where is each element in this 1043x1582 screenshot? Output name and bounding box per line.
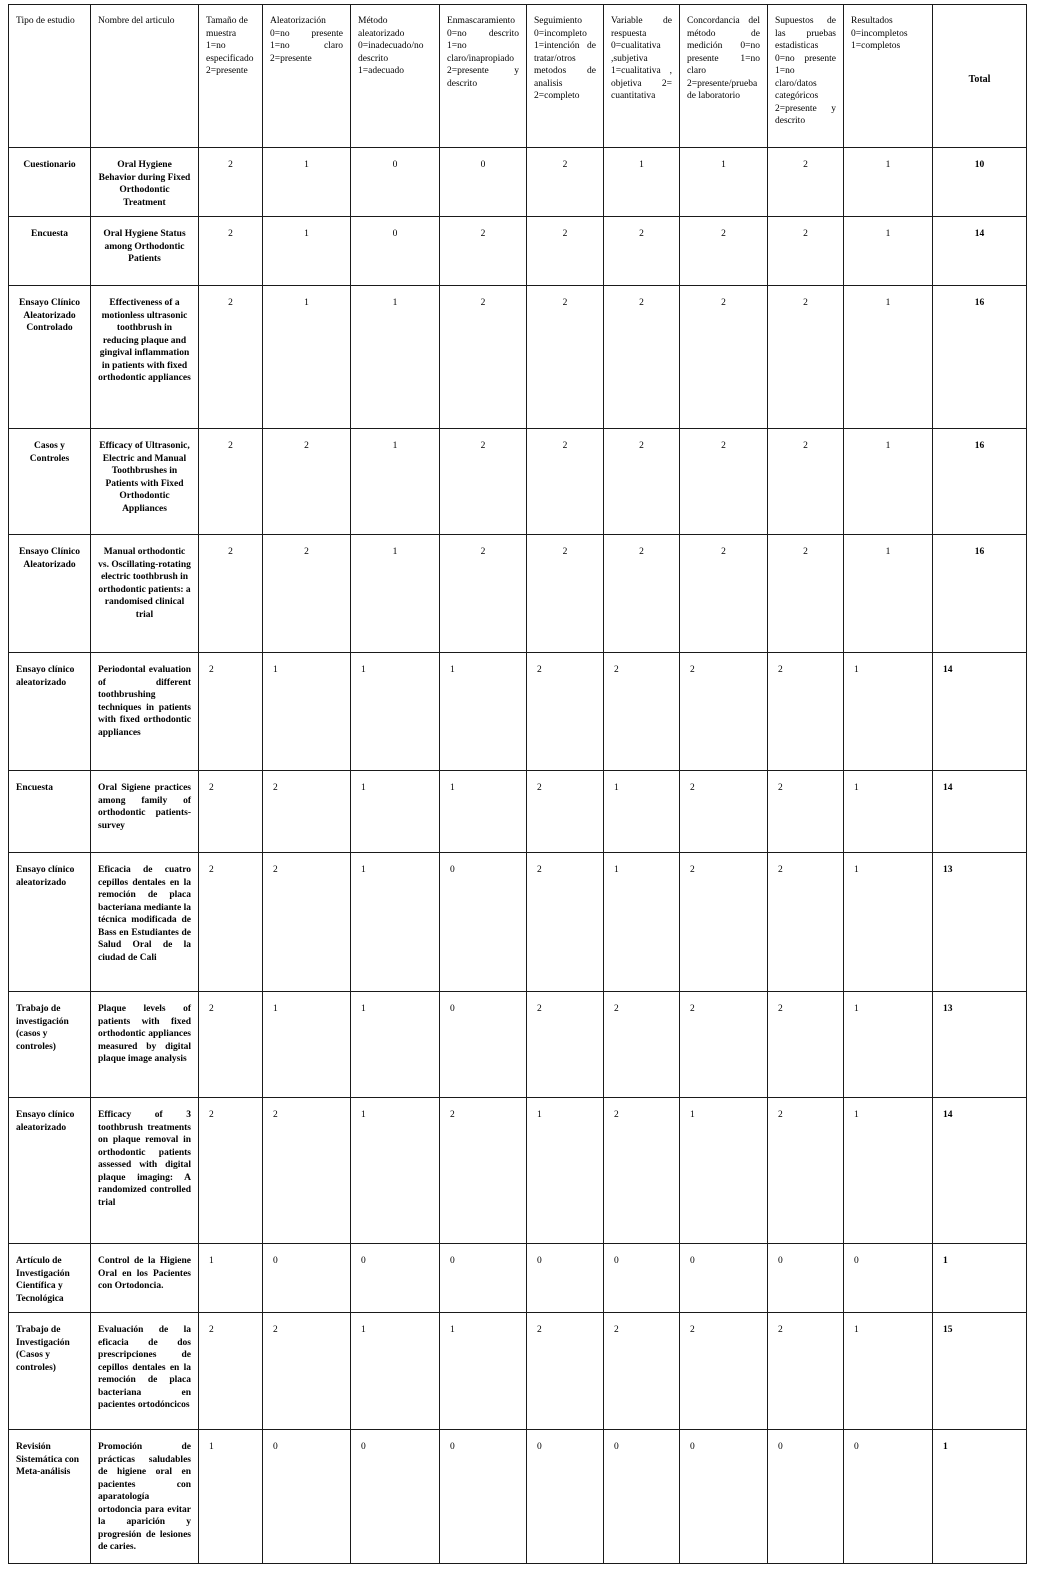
cell-score: 1: [351, 771, 440, 853]
cell-score: 1: [263, 653, 351, 771]
cell-total: 14: [933, 217, 1027, 286]
cell-tipo-estudio: Encuesta: [9, 217, 91, 286]
cell-tipo-estudio: Ensayo clínico aleatorizado: [9, 653, 91, 771]
cell-score: 2: [199, 148, 263, 217]
cell-score: 0: [440, 853, 527, 992]
cell-score: 2: [199, 1313, 263, 1430]
header-tipo-estudio: Tipo de estudio: [9, 5, 91, 148]
cell-score: 1: [440, 1313, 527, 1430]
cell-score: 1: [351, 429, 440, 535]
header-metodo-aleatorizado: Método aleatorizado 0=inadecuado/no descrito 1=adecuado: [351, 5, 440, 148]
cell-score: 2: [768, 535, 844, 653]
cell-tipo-estudio: Ensayo clínico aleatorizado: [9, 853, 91, 992]
table-row: [9, 853, 1027, 992]
cell-score: 0: [604, 1244, 680, 1313]
header-variable-respuesta: Variable de respuesta 0=cualitativa ,subjetiva 1=cualitativa , objetiva 2= cuantitativa: [604, 5, 680, 148]
cell-tipo-estudio: Ensayo Clínico Aleatorizado: [9, 535, 91, 653]
cell-score: 1: [844, 992, 933, 1098]
cell-total: 16: [933, 429, 1027, 535]
cell-nombre-articulo: Promoción de prácticas saludables de higiene oral en pacientes con aparatología ortodoncia para evitar la aparición y progresión de lesiones de caries.: [91, 1430, 199, 1564]
cell-nombre-articulo: Periodontal evaluation of different toothbrushing techniques in patients with fixed orthodontic appliances: [91, 653, 199, 771]
cell-score: 1: [844, 429, 933, 535]
cell-score: 2: [527, 148, 604, 217]
cell-score: 1: [199, 1430, 263, 1564]
header-nombre-articulo: Nombre del articulo: [91, 5, 199, 148]
cell-total: 1: [933, 1244, 1027, 1313]
cell-score: 1: [263, 286, 351, 429]
cell-score: 0: [844, 1430, 933, 1564]
cell-score: 2: [768, 286, 844, 429]
cell-score: 1: [844, 535, 933, 653]
cell-score: 1: [680, 1098, 768, 1244]
cell-score: 2: [263, 535, 351, 653]
cell-score: 2: [680, 429, 768, 535]
cell-score: 2: [680, 992, 768, 1098]
cell-score: 2: [440, 1098, 527, 1244]
cell-score: 2: [199, 653, 263, 771]
cell-total: 16: [933, 286, 1027, 429]
cell-score: 0: [768, 1244, 844, 1313]
cell-score: 2: [263, 1313, 351, 1430]
table-row: [9, 535, 1027, 653]
header-aleatorizacion: Aleatorización 0=no presente 1=no claro 2=presente: [263, 5, 351, 148]
header-row: [9, 5, 1027, 148]
header-supuestos: Supuestos de las pruebas estadisticas 0=no presente 1=no claro/datos categóricos 2=presente y descrito: [768, 5, 844, 148]
cell-score: 1: [527, 1098, 604, 1244]
table-row: [9, 1244, 1027, 1313]
cell-score: 2: [604, 992, 680, 1098]
cell-total: 1: [933, 1430, 1027, 1564]
cell-score: 1: [604, 148, 680, 217]
cell-score: 0: [263, 1244, 351, 1313]
quality-assessment-table: [8, 4, 1027, 1564]
header-seguimiento: Seguimiento 0=incompleto 1=intención de tratar/otros metodos de analisis 2=completo: [527, 5, 604, 148]
cell-nombre-articulo: Efficacy of Ultrasonic, Electric and Manual Toothbrushes in Patients with Fixed Orthodontic Appliances: [91, 429, 199, 535]
cell-score: 0: [440, 992, 527, 1098]
cell-tipo-estudio: Encuesta: [9, 771, 91, 853]
cell-score: 2: [527, 1313, 604, 1430]
cell-tipo-estudio: Cuestionario: [9, 148, 91, 217]
cell-tipo-estudio: Trabajo de investigación (casos y controles): [9, 992, 91, 1098]
cell-score: 1: [351, 1098, 440, 1244]
cell-score: 2: [199, 535, 263, 653]
table-row: [9, 992, 1027, 1098]
cell-nombre-articulo: Oral Hygiene Behavior during Fixed Orthodontic Treatment: [91, 148, 199, 217]
cell-score: 2: [680, 1313, 768, 1430]
cell-score: 2: [680, 853, 768, 992]
cell-nombre-articulo: Evaluación de la eficacia de dos prescripciones de cepillos dentales en la remoción de placa bacteriana en pacientes ortodóncicos: [91, 1313, 199, 1430]
cell-score: 0: [440, 1430, 527, 1564]
cell-score: 1: [351, 992, 440, 1098]
cell-score: 2: [604, 429, 680, 535]
cell-nombre-articulo: Efficacy of 3 toothbrush treatments on plaque removal in orthodontic patients assessed with digital plaque imaging: A randomized controlled trial: [91, 1098, 199, 1244]
header-total: Total: [933, 5, 1027, 148]
cell-score: 1: [263, 148, 351, 217]
cell-score: 2: [527, 286, 604, 429]
cell-score: 2: [768, 853, 844, 992]
cell-score: 1: [844, 771, 933, 853]
cell-score: 2: [768, 653, 844, 771]
table-row: [9, 1430, 1027, 1564]
cell-score: 1: [351, 1313, 440, 1430]
cell-score: 2: [604, 1098, 680, 1244]
cell-score: 2: [680, 771, 768, 853]
cell-score: 1: [844, 853, 933, 992]
cell-score: 2: [527, 653, 604, 771]
cell-total: 15: [933, 1313, 1027, 1430]
cell-tipo-estudio: Ensayo Clínico Aleatorizado Controlado: [9, 286, 91, 429]
table-row: [9, 1313, 1027, 1430]
cell-nombre-articulo: Control de la Higiene Oral en los Pacientes con Ortodoncia.: [91, 1244, 199, 1313]
cell-score: 1: [263, 992, 351, 1098]
cell-score: 2: [604, 535, 680, 653]
cell-score: 2: [680, 286, 768, 429]
cell-score: 1: [604, 853, 680, 992]
cell-score: 2: [440, 429, 527, 535]
cell-score: 2: [199, 771, 263, 853]
cell-score: 1: [263, 217, 351, 286]
cell-score: 2: [527, 535, 604, 653]
cell-score: 0: [527, 1430, 604, 1564]
cell-score: 1: [440, 653, 527, 771]
cell-score: 2: [768, 429, 844, 535]
header-concordancia: Concordancia del método de medición 0=no presente 1=no claro 2=presente/prueba de laboratorio: [680, 5, 768, 148]
cell-score: 1: [351, 535, 440, 653]
cell-nombre-articulo: Eficacia de cuatro cepillos dentales en la remoción de placa bacteriana mediante la técnica modificada de Bass en Estudiantes de Salud Oral de la ciudad de Cali: [91, 853, 199, 992]
cell-total: 14: [933, 653, 1027, 771]
cell-score: 2: [263, 429, 351, 535]
cell-tipo-estudio: Trabajo de Investigación (Casos y controles): [9, 1313, 91, 1430]
cell-score: 0: [527, 1244, 604, 1313]
table-row: [9, 286, 1027, 429]
table-row: [9, 148, 1027, 217]
cell-score: 2: [263, 853, 351, 992]
cell-tipo-estudio: Casos y Controles: [9, 429, 91, 535]
cell-score: 0: [680, 1430, 768, 1564]
cell-total: 10: [933, 148, 1027, 217]
cell-score: 2: [199, 429, 263, 535]
cell-total: 14: [933, 1098, 1027, 1244]
table-row: [9, 429, 1027, 535]
cell-score: 2: [527, 217, 604, 286]
cell-score: 1: [351, 853, 440, 992]
header-resultados: Resultados 0=incompletos 1=completos: [844, 5, 933, 148]
cell-score: 2: [768, 217, 844, 286]
cell-score: 1: [351, 653, 440, 771]
cell-total: 13: [933, 992, 1027, 1098]
cell-score: 2: [768, 1313, 844, 1430]
cell-score: 2: [768, 1098, 844, 1244]
cell-nombre-articulo: Oral Sigiene practices among family of orthodontic patients-survey: [91, 771, 199, 853]
cell-score: 1: [844, 286, 933, 429]
cell-score: 0: [844, 1244, 933, 1313]
cell-score: 0: [351, 217, 440, 286]
table-row: [9, 771, 1027, 853]
cell-total: 16: [933, 535, 1027, 653]
cell-score: 0: [768, 1430, 844, 1564]
cell-score: 2: [199, 1098, 263, 1244]
cell-score: 2: [768, 992, 844, 1098]
cell-score: 2: [527, 853, 604, 992]
cell-score: 0: [351, 1244, 440, 1313]
cell-score: 2: [199, 217, 263, 286]
cell-nombre-articulo: Effectiveness of a motionless ultrasonic toothbrush in reducing plaque and gingival inflammation in patients with fixed orthodontic appliances: [91, 286, 199, 429]
header-tamano-muestra: Tamaño de muestra 1=no especificado 2=presente: [199, 5, 263, 148]
table-body: [9, 148, 1027, 1564]
cell-score: 2: [199, 992, 263, 1098]
cell-score: 0: [263, 1430, 351, 1564]
cell-nombre-articulo: Manual orthodontic vs. Oscillating-rotating electric toothbrush in orthodontic patients: a randomised clinical trial: [91, 535, 199, 653]
cell-score: 1: [351, 286, 440, 429]
header-enmascaramiento: Enmascaramiento 0=no descrito 1=no claro/inapropiado 2=presente y descrito: [440, 5, 527, 148]
cell-score: 0: [440, 1244, 527, 1313]
cell-score: 1: [844, 653, 933, 771]
cell-score: 1: [844, 148, 933, 217]
cell-score: 1: [844, 1098, 933, 1244]
cell-score: 0: [351, 1430, 440, 1564]
cell-score: 2: [263, 1098, 351, 1244]
cell-score: 2: [527, 992, 604, 1098]
cell-tipo-estudio: Artículo de Investigación Científica y Tecnológica: [9, 1244, 91, 1313]
cell-score: 2: [527, 429, 604, 535]
cell-score: 2: [604, 217, 680, 286]
cell-tipo-estudio: Ensayo clínico aleatorizado: [9, 1098, 91, 1244]
cell-score: 0: [440, 148, 527, 217]
cell-score: 0: [604, 1430, 680, 1564]
cell-score: 2: [680, 535, 768, 653]
cell-nombre-articulo: Oral Hygiene Status among Orthodontic Patients: [91, 217, 199, 286]
cell-score: 1: [199, 1244, 263, 1313]
cell-score: 2: [440, 286, 527, 429]
cell-score: 0: [351, 148, 440, 217]
table-row: [9, 217, 1027, 286]
table-row: [9, 653, 1027, 771]
cell-nombre-articulo: Plaque levels of patients with fixed orthodontic appliances measured by digital plaque image analysis: [91, 992, 199, 1098]
cell-score: 1: [844, 1313, 933, 1430]
cell-score: 2: [604, 653, 680, 771]
cell-score: 1: [680, 148, 768, 217]
cell-score: 1: [844, 217, 933, 286]
cell-score: 2: [680, 653, 768, 771]
cell-score: 2: [199, 286, 263, 429]
cell-score: 2: [604, 286, 680, 429]
cell-score: 2: [768, 771, 844, 853]
cell-total: 13: [933, 853, 1027, 992]
cell-score: 2: [199, 853, 263, 992]
cell-total: 14: [933, 771, 1027, 853]
cell-score: 1: [440, 771, 527, 853]
cell-score: 2: [440, 217, 527, 286]
cell-score: 2: [527, 771, 604, 853]
cell-score: 2: [440, 535, 527, 653]
cell-score: 2: [604, 1313, 680, 1430]
cell-score: 2: [768, 148, 844, 217]
cell-tipo-estudio: Revisión Sistemática con Meta-análisis: [9, 1430, 91, 1564]
cell-score: 0: [680, 1244, 768, 1313]
cell-score: 2: [680, 217, 768, 286]
table-row: [9, 1098, 1027, 1244]
cell-score: 1: [604, 771, 680, 853]
cell-score: 2: [263, 771, 351, 853]
